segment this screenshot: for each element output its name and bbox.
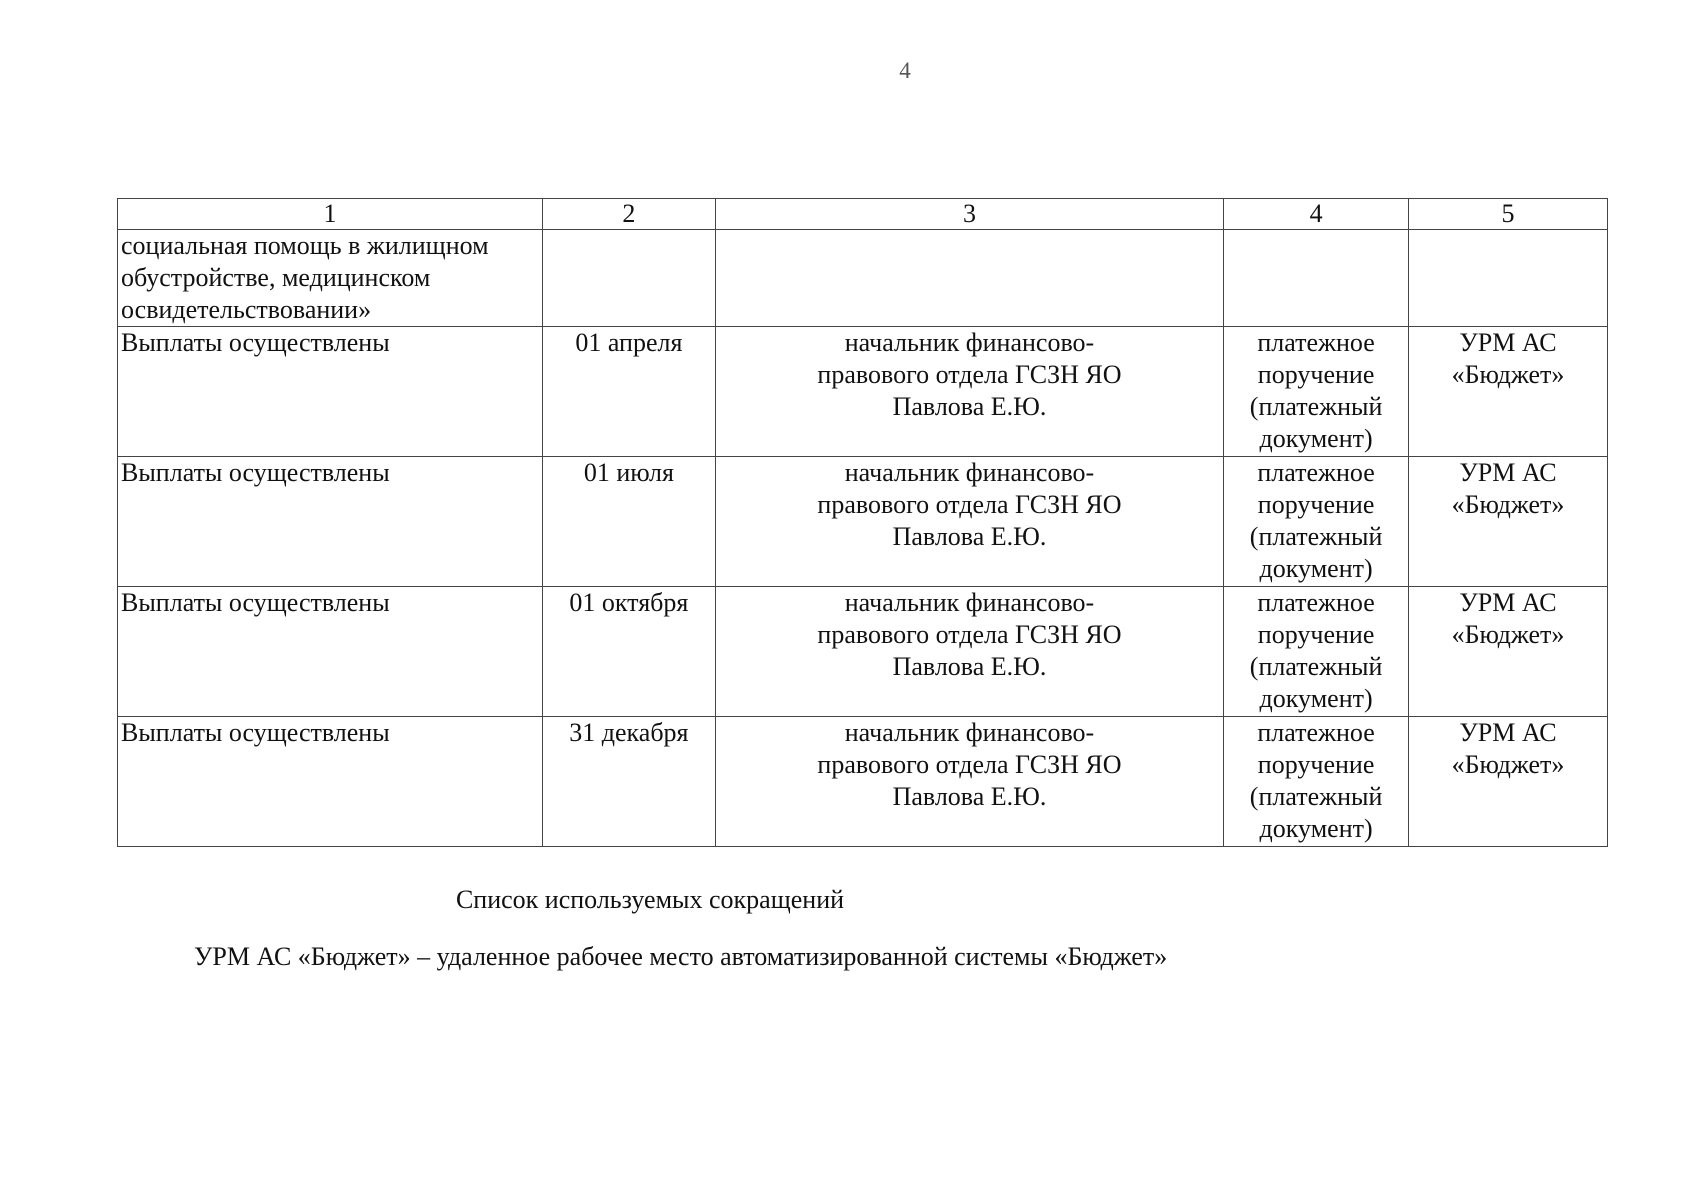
responsible-cell: начальник финансово- правового отдела ГСЗН ЯО Павлова Е.Ю.	[715, 717, 1223, 847]
header-cell: 5	[1409, 199, 1608, 230]
system-cell	[1409, 230, 1608, 327]
document-cell: платежное поручение (платежный документ)	[1224, 327, 1409, 457]
responsible-cell: начальник финансово- правового отдела ГСЗН ЯО Павлова Е.Ю.	[715, 587, 1223, 717]
header-cell: 1	[118, 199, 543, 230]
responsible-cell: начальник финансово- правового отдела ГСЗН ЯО Павлова Е.Ю.	[715, 327, 1223, 457]
date-cell: 01 октября	[542, 587, 715, 717]
system-cell: УРМ АС «Бюджет»	[1409, 717, 1608, 847]
table-row	[118, 587, 1608, 717]
table-header-row	[118, 199, 1608, 230]
document-cell: платежное поручение (платежный документ)	[1224, 717, 1409, 847]
table-row	[118, 230, 1608, 327]
system-cell: УРМ АС «Бюджет»	[1409, 327, 1608, 457]
system-cell: УРМ АС «Бюджет»	[1409, 587, 1608, 717]
table-row	[118, 457, 1608, 587]
document-cell	[1224, 230, 1409, 327]
page-number: 4	[899, 58, 911, 83]
date-cell	[542, 230, 715, 327]
event-cell: Выплаты осуществлены	[118, 587, 543, 717]
event-cell: Выплаты осуществлены	[118, 717, 543, 847]
table-row	[118, 717, 1608, 847]
abbreviations-title: Список используемых сокращений	[455, 885, 845, 914]
responsible-cell	[715, 230, 1223, 327]
event-cell: Выплаты осуществлены	[118, 327, 543, 457]
date-cell: 31 декабря	[542, 717, 715, 847]
system-cell: УРМ АС «Бюджет»	[1409, 457, 1608, 587]
document-cell: платежное поручение (платежный документ)	[1224, 457, 1409, 587]
event-cell: социальная помощь в жилищном обустройстве, медицинском освидетельствовании»	[118, 230, 543, 327]
header-cell: 2	[542, 199, 715, 230]
date-cell: 01 июля	[542, 457, 715, 587]
table-row	[118, 327, 1608, 457]
header-cell: 4	[1224, 199, 1409, 230]
event-cell: Выплаты осуществлены	[118, 457, 543, 587]
date-cell: 01 апреля	[542, 327, 715, 457]
document-cell: платежное поручение (платежный документ)	[1224, 587, 1409, 717]
responsible-cell: начальник финансово- правового отдела ГСЗН ЯО Павлова Е.Ю.	[715, 457, 1223, 587]
abbreviation-item: УРМ АС «Бюджет» – удаленное рабочее место автоматизированной системы «Бюджет»	[194, 942, 1168, 971]
header-cell: 3	[715, 199, 1223, 230]
payments-table	[117, 198, 1608, 847]
